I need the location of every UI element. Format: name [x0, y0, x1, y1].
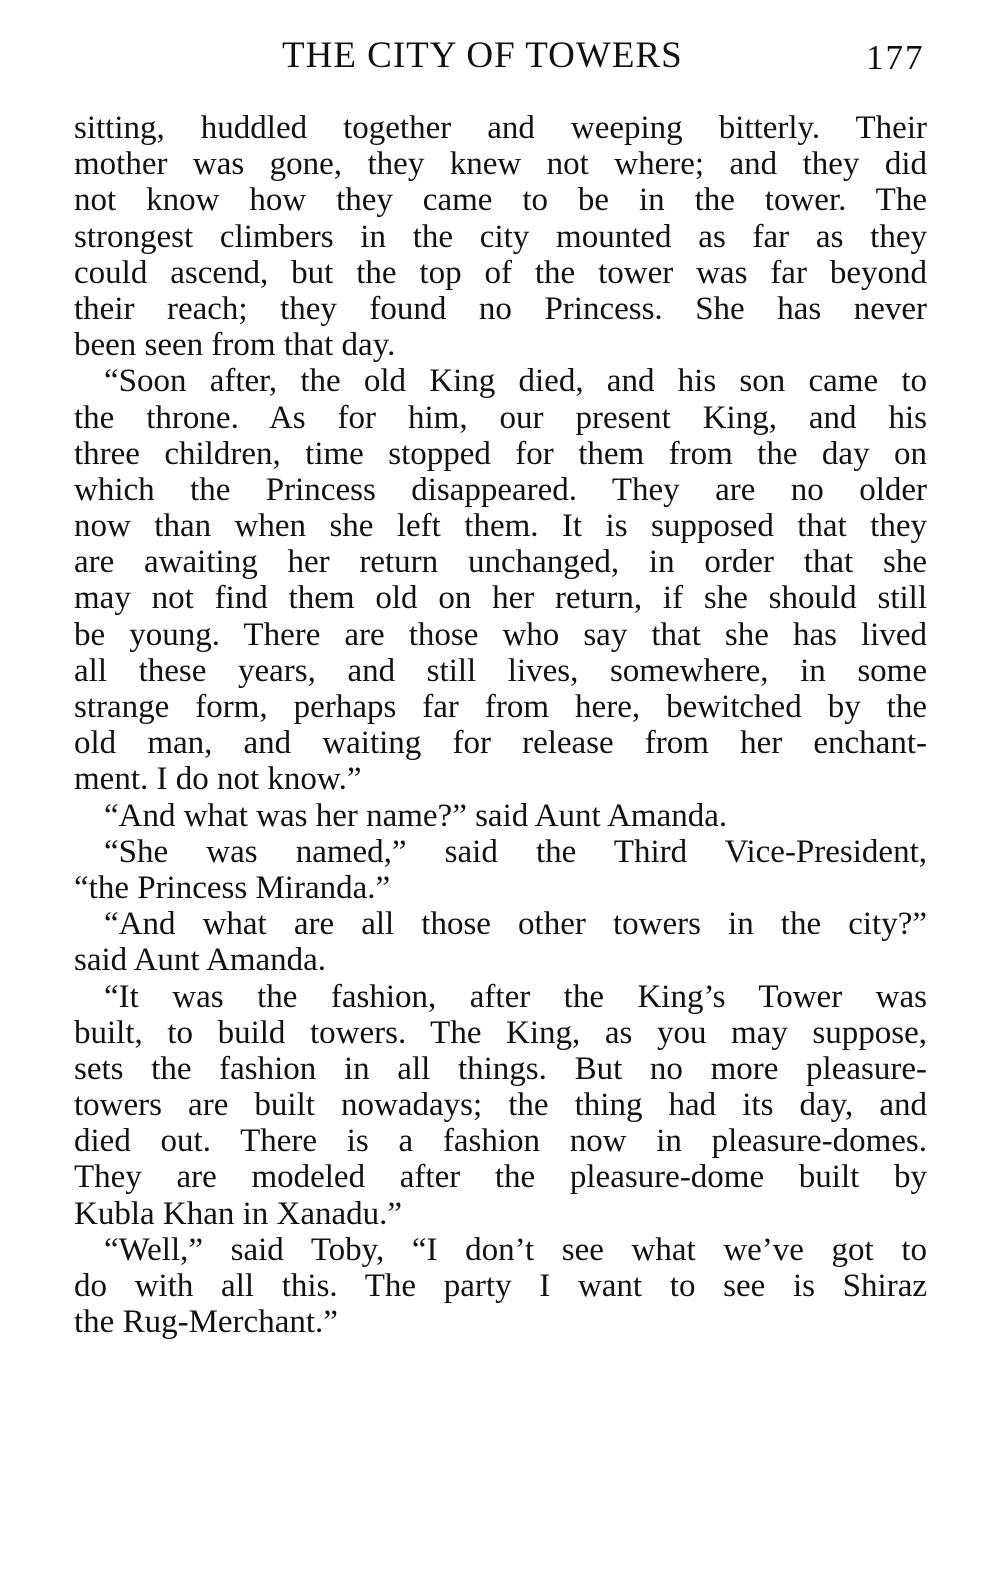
text-line: three children, time stopped for them from the day on	[74, 435, 927, 472]
text-line: towers are built nowadays; the thing had its day, and	[74, 1087, 927, 1124]
text-line: been seen from that day.	[74, 327, 396, 364]
text-line: be young. There are those who say that she has lived	[74, 616, 927, 653]
text-line: “She was named,” said the Third Vice-President,	[104, 833, 927, 870]
text-line: “Soon after, the old King died, and his son came to	[104, 363, 927, 400]
running-title: THE CITY OF TOWERS	[282, 35, 683, 76]
text-line: said Aunt Amanda.	[74, 942, 327, 979]
text-line: sitting, huddled together and weeping bitterly. Their	[74, 110, 927, 146]
text-line: may not find them old on her return, if she should still	[74, 580, 927, 617]
text-line: their reach; they found no Princess. She has never	[74, 290, 927, 327]
text-line: could ascend, but the top of the tower was far beyond	[74, 254, 927, 291]
text-line: which the Princess disappeared. They are no older	[74, 471, 927, 508]
text-line: ment. I do not know.”	[74, 761, 362, 798]
text-line: now than when she left them. It is supposed that they	[74, 508, 927, 545]
text-line: the throne. As for him, our present King, and his	[74, 399, 927, 436]
text-line: “Well,” said Toby, “I don’t see what we’ve got to	[104, 1231, 927, 1268]
text-line: not know how they came to be in the tower. The	[74, 182, 927, 219]
text-line: old man, and waiting for release from her enchant-	[74, 725, 927, 762]
text-line: all these years, and still lives, somewhere, in some	[74, 652, 927, 689]
text-line: “It was the fashion, after the King’s Tower was	[104, 978, 927, 1015]
text-line: mother was gone, they knew not where; and they did	[74, 146, 927, 183]
page-number: 177	[866, 38, 925, 77]
text-line: “the Princess Miranda.”	[74, 869, 391, 906]
text-line: “And what was her name?” said Aunt Amanda.	[104, 797, 728, 834]
body-text	[74, 110, 927, 1340]
running-head	[0, 34, 982, 78]
text-line: built, to build towers. The King, as you may suppose,	[74, 1014, 927, 1051]
text-line: “And what are all those other towers in the city?”	[104, 906, 927, 943]
text-line: Kubla Khan in Xanadu.”	[74, 1195, 403, 1232]
text-line: strange form, perhaps far from here, bewitched by the	[74, 689, 927, 725]
text-line: They are modeled after the pleasure-dome built by	[74, 1159, 927, 1196]
text-line: do with all this. The party I want to see is Shiraz	[74, 1268, 927, 1304]
text-line: the Rug-Merchant.”	[74, 1304, 338, 1341]
text-line: strongest climbers in the city mounted as far as they	[74, 218, 927, 255]
text-line: died out. There is a fashion now in pleasure-domes.	[74, 1123, 927, 1160]
text-line: sets the fashion in all things. But no more pleasure-	[74, 1050, 927, 1087]
text-line: are awaiting her return unchanged, in order that she	[74, 544, 927, 581]
